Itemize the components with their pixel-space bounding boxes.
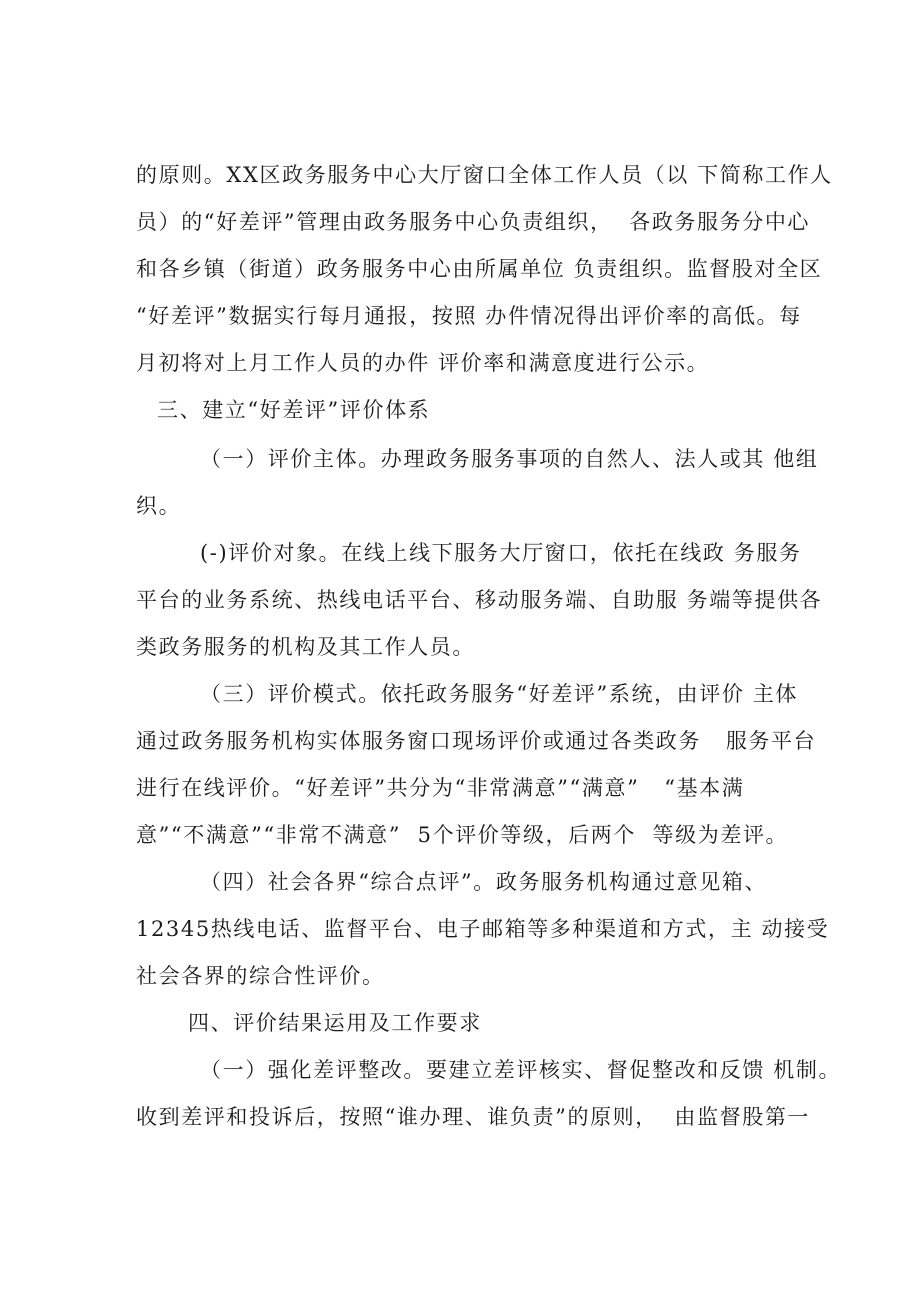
paragraph-line: 进行在线评价。“好差评”共分为“非常满意”“满意” “基本满 (136, 776, 745, 800)
paragraph-line: (-)评价对象。在线上线下服务大厅窗口，依托在线政 务服务 (200, 541, 802, 565)
paragraph-line: （一）强化差评整改。要建立差评核实、督促整改和反馈 机制。 (200, 1058, 842, 1082)
paragraph-line: 织。 (136, 494, 182, 518)
paragraph-line: 意”“不满意”“非常不满意” 5个评价等级，后两个 等级为差评。 (136, 823, 789, 847)
paragraph-line: 通过政务服务机构实体服务窗口现场评价或通过各类政务 服务平台 (136, 729, 817, 753)
paragraph-line: 月初将对上月工作人员的办件 评价率和满意度进行公示。 (136, 351, 710, 375)
paragraph-line: 员）的“好差评”管理由政务服务中心负责组织， 各政务服务分中心 (136, 210, 811, 234)
paragraph-line: 和各乡镇（街道）政务服务中心由所属单位 负责组织。监督股对全区 (136, 257, 823, 281)
paragraph-line: （四）社会各界“综合点评”。政务服务机构通过意见箱、 (200, 870, 768, 894)
section-heading: 四、评价结果运用及工作要求 (188, 1011, 482, 1035)
section-heading: 三、建立“好差评”评价体系 (157, 398, 431, 422)
paragraph-line: （三）评价模式。依托政务服务“好差评”系统，由评价 主体 (200, 682, 798, 706)
paragraph-line: 类政务服务的机构及其工作人员。 (136, 635, 475, 659)
paragraph-line: 平台的业务系统、热线电话平台、移动服务端、自助服 务端等提供各 (136, 588, 823, 612)
paragraph-line: “好差评”数据实行每月通报，按照 办件情况得出评价率的高低。每 (136, 304, 802, 328)
paragraph-line: 12345热线电话、监督平台、电子邮箱等多种渠道和方式，主 动接受 (136, 917, 830, 941)
paragraph-line: （一）评价主体。办理政务服务事项的自然人、法人或其 他组 (200, 447, 819, 471)
paragraph-line: 的原则。XX区政务服务中心大厅窗口全体工作人员（以 下简称工作人 (136, 163, 833, 187)
paragraph-line: 收到差评和投诉后，按照“谁办理、谁负责”的原则， 由监督股第一 (136, 1105, 811, 1129)
paragraph-line: 社会各界的综合性评价。 (136, 964, 385, 988)
